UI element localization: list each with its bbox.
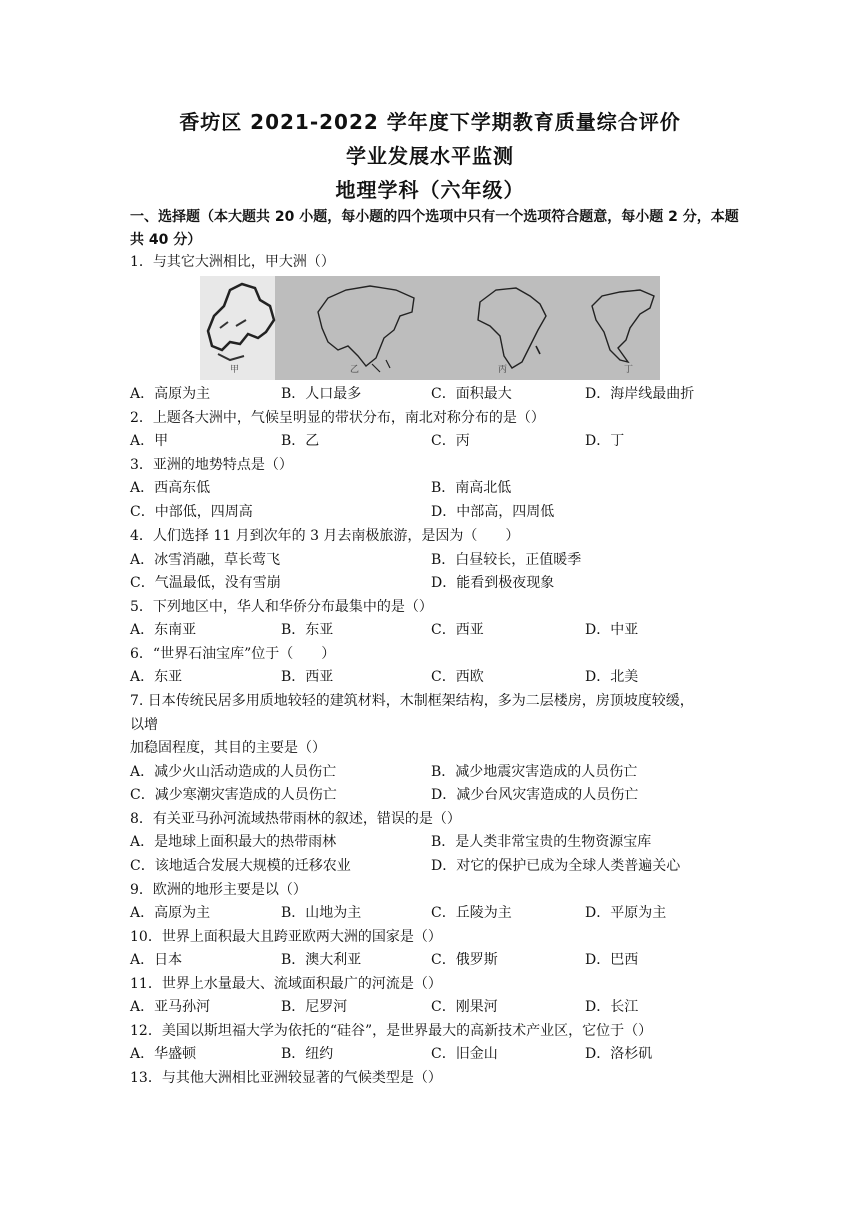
q10-option-b: B．澳大利亚 <box>281 952 362 968</box>
q1-option-a: A．高原为主 <box>130 386 211 402</box>
asia-islands <box>372 360 390 372</box>
q11-option-a: A．亚马孙河 <box>130 999 211 1015</box>
q1-option-c: C．面积最大 <box>431 386 512 402</box>
q5-option-b: B．东亚 <box>281 622 334 638</box>
africa-outline <box>478 288 546 368</box>
q10-option-a: A．日本 <box>130 952 183 968</box>
question-6: 6．“世界石油宝库”位于（ ） <box>130 646 336 662</box>
q10-option-c: C．俄罗斯 <box>431 952 498 968</box>
q11-option-c: C．刚果河 <box>431 999 498 1015</box>
q5-option-a: A．东南亚 <box>130 622 197 638</box>
q7-option-a: A．减少火山活动造成的人员伤亡 <box>130 764 337 780</box>
q2-option-b: B．乙 <box>281 433 320 449</box>
q8-option-b: B．是人类非常宝贵的生物资源宝库 <box>431 834 652 850</box>
q7-option-c: C．减少寒潮灾害造成的人员伤亡 <box>130 787 337 803</box>
q1-option-b: B．人口最多 <box>281 386 362 402</box>
question-7: 7. 日本传统民居多用质地较轻的建筑材料，木制框架结构，多为二层楼房，房顶坡度较缓， <box>130 693 694 709</box>
q4-option-b: B．白昼较长，正值暖季 <box>431 552 582 568</box>
q8-option-c: C．该地适合发展大规模的迁移农业 <box>130 858 351 874</box>
question-7-line-3: 加稳固程度，其目的主要是（） <box>130 740 326 756</box>
q3-option-b: B．南高北低 <box>431 480 512 496</box>
figure-label-jia: 甲 <box>230 365 240 375</box>
question-7-line-2: 以增 <box>130 717 158 733</box>
section-heading: 一、选择题（本大题共 20 小题，每小题的四个选项中只有一个选项符合题意，每小题 2 分，本题共 40 分） <box>130 209 739 248</box>
q2-option-a: A．甲 <box>130 433 169 449</box>
q11-option-d: D．长江 <box>585 999 639 1015</box>
question-12: 12．美国以斯坦福大学为依托的“硅谷”，是世界最大的高新技术产业区，它位于（） <box>130 1023 653 1039</box>
question-8: 8．有关亚马孙河流域热带雨林的叙述，错误的是（） <box>130 811 461 827</box>
asia-outline <box>318 286 414 366</box>
q6-option-c: C．西欧 <box>431 669 484 685</box>
q8-option-a: A．是地球上面积最大的热带雨林 <box>130 834 337 850</box>
q5-option-c: C．西亚 <box>431 622 484 638</box>
q9-option-c: C．丘陵为主 <box>431 905 512 921</box>
q6-option-d: D．北美 <box>585 669 639 685</box>
q4-option-a: A．冰雪消融，草长莺飞 <box>130 552 281 568</box>
figure-label-bing: 丙 <box>498 365 508 375</box>
q12-option-c: C．旧金山 <box>431 1046 498 1062</box>
q2-option-d: D．丁 <box>585 433 625 449</box>
q9-option-a: A．高原为主 <box>130 905 211 921</box>
q12-option-d: D．洛杉矶 <box>585 1046 653 1062</box>
question-3: 3．亚洲的地势特点是（） <box>130 457 293 473</box>
q1-option-d: D．海岸线最曲折 <box>585 386 695 402</box>
question-2: 2．上题各大洲中，气候呈明显的带状分布，南北对称分布的是（） <box>130 410 545 426</box>
question-10: 10．世界上面积最大且跨亚欧两大洲的国家是（） <box>130 929 442 945</box>
figure-label-yi: 乙 <box>350 365 360 375</box>
q12-option-a: A．华盛顿 <box>130 1046 197 1062</box>
q3-option-d: D．中部高，四周低 <box>431 504 555 520</box>
question-11: 11．世界上水量最大、流域面积最广的河流是（） <box>130 976 442 992</box>
question-1: 1．与其它大洲相比，甲大洲（） <box>130 254 335 270</box>
north-america-outline <box>592 290 654 362</box>
continent-figure <box>200 276 660 380</box>
q3-option-c: C．中部低，四周高 <box>130 504 253 520</box>
q7-option-b: B．减少地震灾害造成的人员伤亡 <box>431 764 638 780</box>
q6-option-a: A．东亚 <box>130 669 183 685</box>
q4-option-c: C．气温最低，没有雪崩 <box>130 575 281 591</box>
q3-option-a: A．西高东低 <box>130 480 211 496</box>
q11-option-b: B．尼罗河 <box>281 999 348 1015</box>
subject-title: 地理学科（六年级） <box>335 178 525 202</box>
q9-option-d: D．平原为主 <box>585 905 667 921</box>
question-13: 13．与其他大洲相比亚洲较显著的气候类型是（） <box>130 1070 442 1086</box>
q10-option-d: D．巴西 <box>585 952 639 968</box>
question-4: 4．人们选择 11 月到次年的 3 月去南极旅游，是因为（ ） <box>130 528 520 544</box>
q12-option-b: B．纽约 <box>281 1046 334 1062</box>
q4-option-d: D．能看到极夜现象 <box>431 575 555 591</box>
q6-option-b: B．西亚 <box>281 669 334 685</box>
figure-label-ding: 丁 <box>624 365 634 375</box>
exam-subtitle: 学业发展水平监测 <box>346 144 514 168</box>
exam-title: 香坊区 2021-2022 学年度下学期教育质量综合评价 <box>179 110 681 134</box>
q7-option-d: D．减少台风灾害造成的人员伤亡 <box>431 787 639 803</box>
q9-option-b: B．山地为主 <box>281 905 362 921</box>
continent-outlines <box>200 276 660 380</box>
question-9: 9．欧洲的地形主要是以（） <box>130 882 307 898</box>
question-5: 5．下列地区中，华人和华侨分布最集中的是（） <box>130 599 433 615</box>
q5-option-d: D．中亚 <box>585 622 639 638</box>
q8-option-d: D．对它的保护已成为全球人类普遍关心 <box>431 858 681 874</box>
q2-option-c: C．丙 <box>431 433 470 449</box>
madagascar-outline <box>536 346 540 354</box>
